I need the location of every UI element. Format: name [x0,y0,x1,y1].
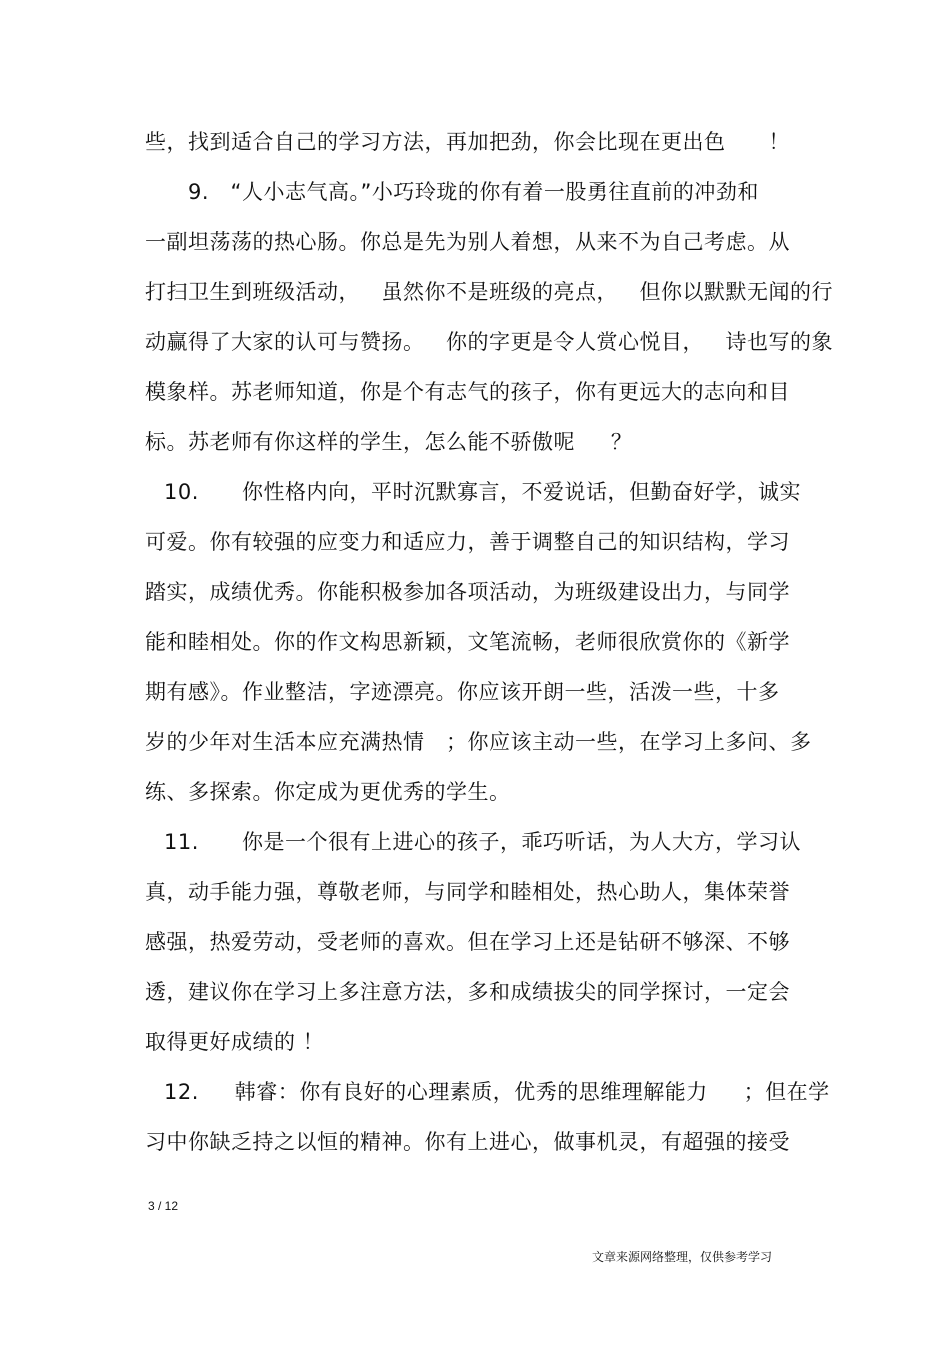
text-line: 可爱。你有较强的应变力和适应力，善于调整自己的知识结构，学习 [145,530,790,554]
text-line: 透，建议你在学习上多注意方法，多和成绩拔尖的同学探讨，一定会 [145,980,790,1004]
text-line: 模象样。苏老师知道，你是个有志气的孩子，你有更远大的志向和目 [145,380,790,404]
text-line: 感强，热爱劳动，受老师的喜欢。但在学习上还是钻研不够深、不够 [145,930,790,954]
text-line: 踏实，成绩优秀。你能积极参加各项活动，为班级建设出力，与同学 [145,580,790,604]
text-line: 期有感》。作业整洁，字迹漂亮。你应该开朗一些，活泼一些，十多 [145,680,780,704]
text-line: 练、多探索。你定成为更优秀的学生。 [145,780,511,804]
text-line: 真，动手能力强，尊敬老师，与同学和睦相处，热心助人，集体荣誉 [145,880,790,904]
text-line: 些，找到适合自己的学习方法，再加把劲，你会比现在更出色 ！ [145,130,791,154]
item-11-heading-line: 11. 你是一个很有上进心的孩子，乖巧听话，为人大方，学习认 [164,830,801,854]
text-line: 岁的少年对生活本应充满热情 ；你应该主动一些，在学习上多问、多 [145,730,812,754]
text-line: 一副坦荡荡的热心肠。你总是先为别人着想，从来不为自己考虑。从 [145,230,790,254]
text-line: 打扫卫生到班级活动， 虽然你不是班级的亮点， 但你以默默无闻的行 [145,280,834,304]
item-9-heading-line: 9. “人小志气高。”小巧玲珑的你有着一股勇往直前的冲劲和 [188,180,759,204]
item-10-heading-line: 10. 你性格内向，平时沉默寡言，不爱说话，但勤奋好学，诚实 [164,480,801,504]
text-line: 取得更好成绩的 ！ [145,1030,325,1054]
text-line: 习中你缺乏持之以恒的精神。你有上进心，做事机灵，有超强的接受 [145,1130,790,1154]
text-line: 能和睦相处。你的作文构思新颖，文笔流畅，老师很欣赏你的《新学 [145,630,790,654]
footer-note: 文章来源网络整理，仅供参考学习 [592,1250,773,1264]
text-line: 标。苏老师有你这样的学生，怎么能不骄傲呢 ？ [145,430,633,454]
item-12-heading-line: 12. 韩睿：你有良好的心理素质，优秀的思维理解能力 ；但在学 [164,1080,830,1104]
page-number: 3 / 12 [148,1199,179,1213]
text-line: 动赢得了大家的认可与赞扬。 你的字更是令人赏心悦目， 诗也写的象 [145,330,834,354]
